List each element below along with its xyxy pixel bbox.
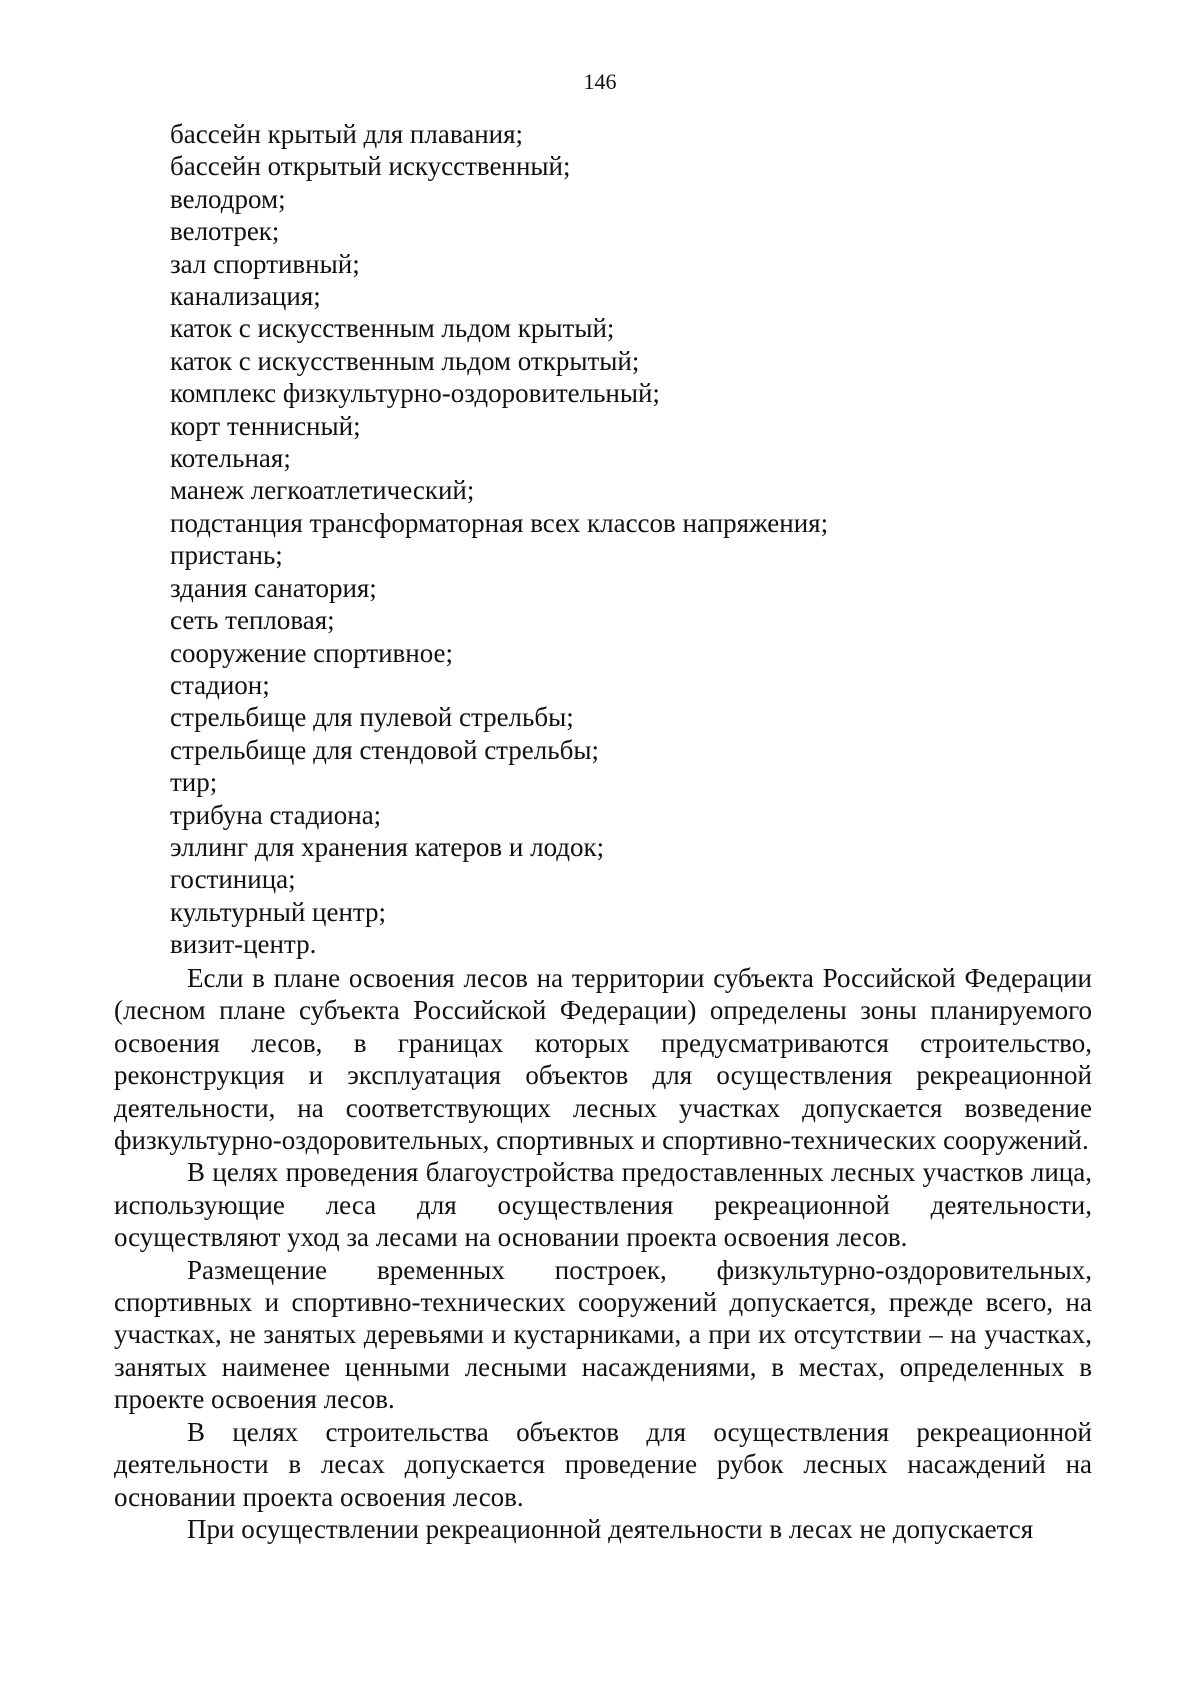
list-item: зал спортивный; [170,248,360,279]
list-item: велодром; [170,183,286,214]
list-item: пристань; [170,540,283,571]
list-item: подстанция трансформаторная всех классов напряжения; [170,507,829,538]
list-item: здания санатория; [170,572,377,603]
list-item: визит-центр. [170,929,317,960]
list-item: трибуна стадиона; [170,799,382,830]
list-item: стрельбище для стендовой стрельбы; [170,734,599,765]
paragraph: При осуществлении рекреационной деятельности в лесах не допускается [187,1513,1034,1544]
list-item: стадион; [170,669,270,700]
list-item: корт теннисный; [170,410,361,441]
list-item: бассейн крытый для плавания; [170,119,524,149]
list-item: канализация; [170,281,321,312]
paragraph: В целях проведения благоустройства предоставленных лесных участков лица, использующие леса для осуществления рекреационной деятельности, осуществляют уход за лесами на основании проекта освоения лесов. [114,1157,1092,1253]
body-text [114,962,1092,1545]
list-item: комплекс физкультурно-оздоровительный; [170,378,660,409]
list-item: тир; [170,767,218,798]
list-item: каток с искусственным льдом крытый; [170,313,615,344]
list-item: культурный центр; [170,896,387,927]
list-item: сеть тепловая; [170,605,335,636]
paragraph: В целях строительства объектов для осуществления рекреационной деятельности в лесах допускается проведение рубок лесных насаждений на основании проекта освоения лесов. [114,1416,1092,1512]
page-number: 146 [583,69,617,94]
list-item: бассейн открытый искусственный; [170,151,571,182]
list-item: гостиница; [170,864,296,895]
list-item: велотрек; [170,216,280,247]
list-item: сооружение спортивное; [170,637,454,668]
paragraph: Размещение временных построек, физкультурно-оздоровительных, спортивных и спортивно-технических сооружений допускается, прежде всего, на участках, не занятых деревьями и кустарниками, а при их отсутствии – на участках, занятых наименее ценными лесными насаждениями, в местах, определенных в проекте освоения лесов. [114,1254,1092,1415]
list-item: манеж легкоатлетический; [170,475,475,506]
paragraph: Если в плане освоения лесов на территории субъекта Российской Федерации (лесном плане субъекта Российской Федерации) определены зоны планируемого освоения лесов, в границах которых предусматриваются строительство, реконструкция и эксплуатация объектов для осуществления рекреационной деятельности, на соответствующих лесных участках допускается возведение физкультурно-оздоровительных, спортивных и спортивно-технических сооружений. [114,963,1092,1156]
facility-list [170,118,1090,961]
list-item: эллинг для хранения катеров и лодок; [170,831,605,862]
list-item: котельная; [170,443,291,474]
list-item: каток с искусственным льдом открытый; [170,345,640,376]
list-item: стрельбище для пулевой стрельбы; [170,702,574,733]
